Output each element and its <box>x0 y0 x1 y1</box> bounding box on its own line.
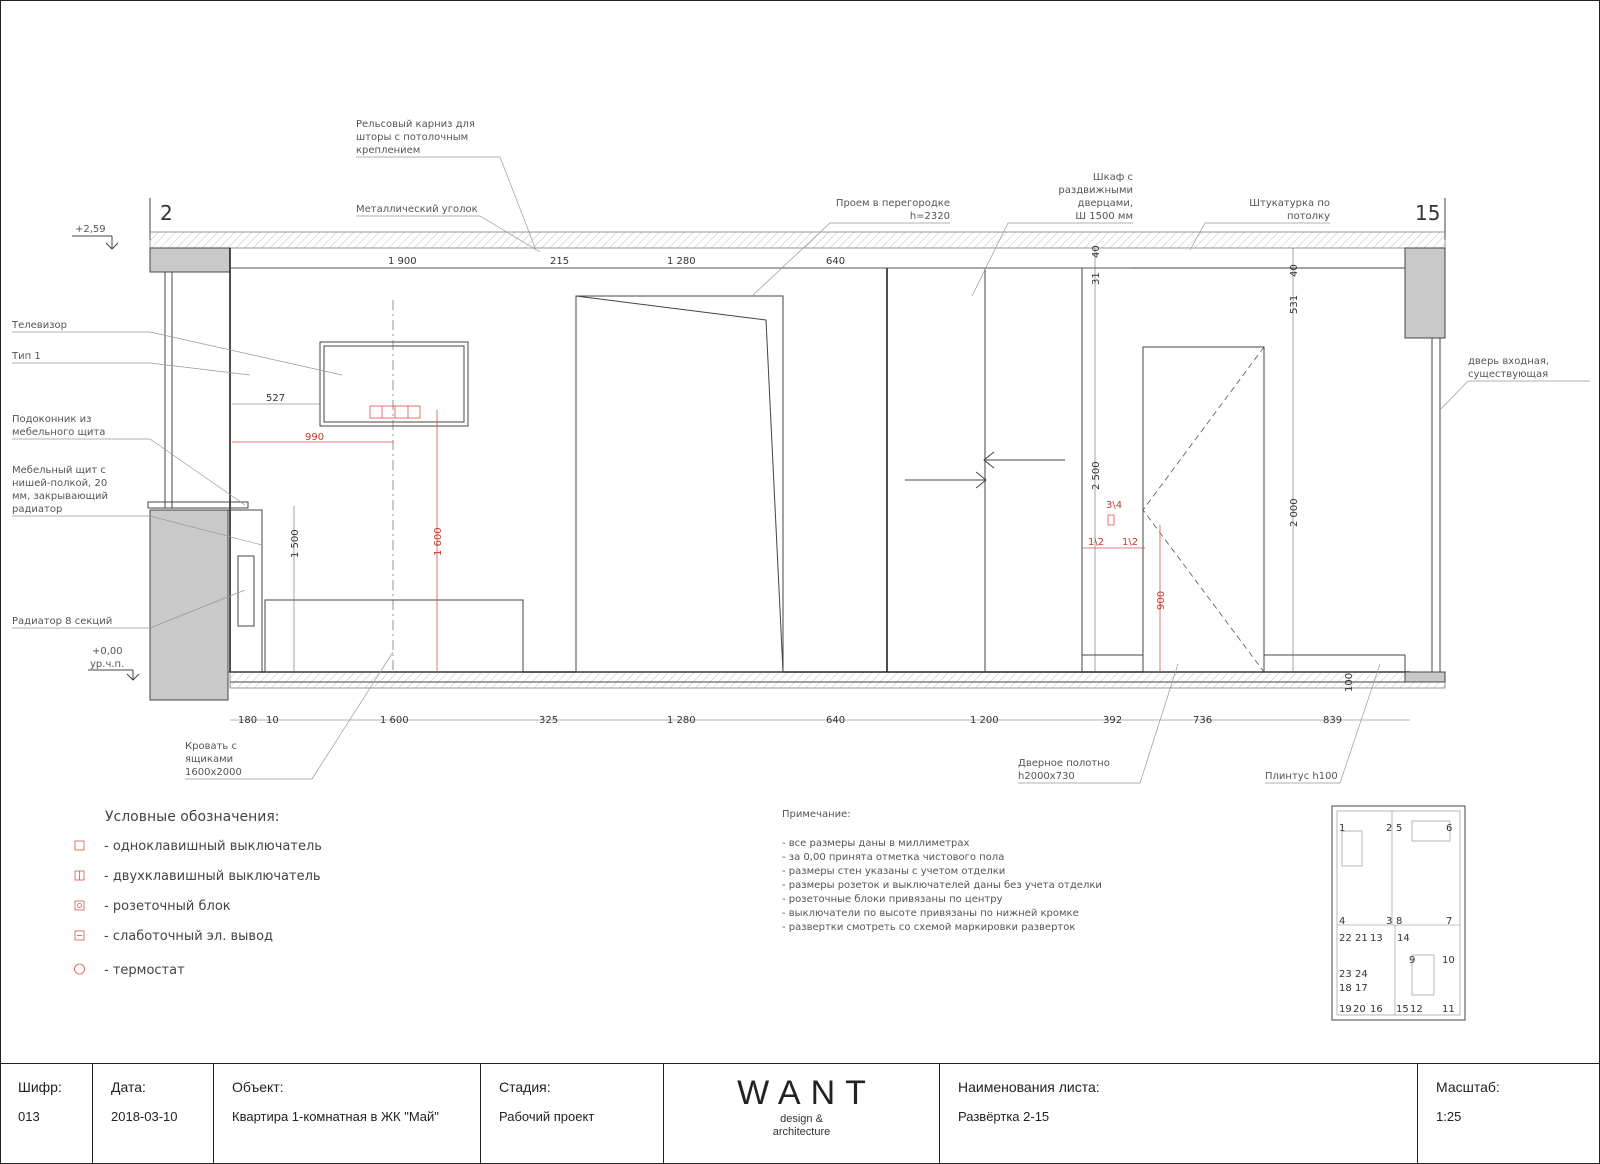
svg-text:100: 100 <box>1344 672 1355 692</box>
svg-text:1\2: 1\2 <box>1122 537 1139 548</box>
level-mark-floor <box>88 646 139 680</box>
legend-item-single-switch <box>75 839 322 854</box>
svg-text:Металлический уголок: Металлический уголок <box>356 204 478 215</box>
tv-dimension: 527 <box>266 393 286 404</box>
svg-text:5: 5 <box>1396 823 1403 834</box>
svg-text:325: 325 <box>539 715 559 726</box>
brand-sub-2: architecture <box>772 1126 831 1138</box>
svg-text:мм, закрывающий: мм, закрывающий <box>12 491 109 502</box>
svg-text:креплением: креплением <box>356 145 421 156</box>
svg-text:1\2: 1\2 <box>1088 537 1105 548</box>
svg-text:900: 900 <box>1156 590 1167 610</box>
sheet-value: Развёртка 2-15 <box>958 1109 1050 1124</box>
svg-text:- одноклавишный выключатель: - одноклавишный выключатель <box>104 839 322 854</box>
cell-code <box>0 1064 93 1164</box>
svg-text:1 280: 1 280 <box>667 256 696 267</box>
svg-text:Плинтус h100: Плинтус h100 <box>1265 771 1338 782</box>
svg-text:990: 990 <box>305 432 325 443</box>
scale-value: 1:25 <box>1436 1109 1462 1124</box>
svg-text:1 500: 1 500 <box>290 529 301 558</box>
svg-text:4: 4 <box>1339 916 1346 927</box>
bottom-dimension-chain <box>230 715 1410 726</box>
label-type1 <box>11 351 250 375</box>
svg-text:- все размеры даны в миллиметр: - все размеры даны в миллиметрах <box>782 838 970 849</box>
svg-text:Тип 1: Тип 1 <box>12 351 41 362</box>
svg-text:существующая: существующая <box>1468 369 1549 380</box>
svg-text:1 900: 1 900 <box>388 256 417 267</box>
svg-text:180: 180 <box>238 715 258 726</box>
stage-label: Стадия: <box>499 1079 551 1095</box>
brand-name: WANT <box>737 1074 876 1112</box>
svg-text:1 200: 1 200 <box>970 715 999 726</box>
date-label: Дата: <box>111 1079 146 1095</box>
legend <box>75 809 322 978</box>
svg-text:- выключатели по высоте привяз: - выключатели по высоте привязаны по нижней кромке <box>782 908 1079 919</box>
svg-text:шторы с потолочным: шторы с потолочным <box>356 132 469 143</box>
code-value: 013 <box>18 1109 40 1124</box>
svg-text:1 600: 1 600 <box>433 527 444 556</box>
svg-text:Примечание:: Примечание: <box>782 809 851 820</box>
svg-text:392: 392 <box>1103 715 1123 726</box>
svg-text:736: 736 <box>1193 715 1213 726</box>
svg-text:Ш 1500 мм: Ш 1500 мм <box>1075 211 1133 222</box>
svg-text:14: 14 <box>1397 933 1410 944</box>
svg-text:23: 23 <box>1339 969 1352 980</box>
window-sill <box>148 502 248 508</box>
object-label: Объект: <box>232 1079 284 1095</box>
svg-text:- слаботочный эл. вывод: - слаботочный эл. вывод <box>104 929 274 944</box>
radiator <box>238 556 254 626</box>
scale-label: Масштаб: <box>1436 1079 1500 1095</box>
svg-text:- за 0,00 принята отметка чист: - за 0,00 принята отметка чистового пола <box>782 852 1005 863</box>
svg-text:Телевизор: Телевизор <box>12 320 67 331</box>
tv-screen <box>324 346 464 422</box>
svg-text:- розеточный блок: - розеточный блок <box>104 899 231 914</box>
svg-text:- двухклавишный выключатель: - двухклавишный выключатель <box>104 869 321 884</box>
svg-text:20: 20 <box>1353 1004 1366 1015</box>
date-value: 2018-03-10 <box>111 1109 178 1124</box>
svg-text:- розеточные блоки привязаны п: - розеточные блоки привязаны по центру <box>782 894 1003 905</box>
svg-text:Штукатурка по: Штукатурка по <box>1249 198 1330 209</box>
svg-text:215: 215 <box>550 256 570 267</box>
skirting <box>1264 655 1405 672</box>
svg-text:10: 10 <box>1442 955 1455 966</box>
svg-text:40: 40 <box>1289 264 1300 277</box>
top-dimension-chain <box>230 256 1130 268</box>
bed <box>265 600 523 672</box>
svg-text:1 600: 1 600 <box>380 715 409 726</box>
svg-text:2: 2 <box>1386 823 1393 834</box>
label-rail <box>356 119 536 250</box>
svg-text:31: 31 <box>1091 272 1102 285</box>
right-wall-top-block <box>1405 248 1445 338</box>
svg-text:Шкаф с: Шкаф с <box>1092 172 1133 183</box>
svg-text:18: 18 <box>1339 983 1352 994</box>
door-swing <box>1143 347 1264 672</box>
switch-symbol <box>1108 515 1114 525</box>
svg-text:40: 40 <box>1091 245 1102 258</box>
svg-text:Проем в перегородке: Проем в перегородке <box>835 198 950 209</box>
svg-text:21: 21 <box>1355 933 1368 944</box>
svg-text:531: 531 <box>1289 294 1300 314</box>
svg-text:8: 8 <box>1396 916 1403 927</box>
svg-text:22: 22 <box>1339 933 1352 944</box>
svg-text:Кровать с: Кровать с <box>185 741 237 752</box>
svg-text:- размеры стен указаны с учето: - размеры стен указаны с учетом отделки <box>782 866 1006 877</box>
svg-text:3\4: 3\4 <box>1106 500 1123 511</box>
svg-text:6: 6 <box>1446 823 1453 834</box>
cell-stage <box>481 1064 664 1164</box>
code-label: Шифр: <box>18 1079 62 1095</box>
tv <box>320 342 468 426</box>
svg-text:h2000x730: h2000x730 <box>1018 771 1075 782</box>
svg-text:ящиками: ящиками <box>185 754 234 765</box>
svg-text:дверцами,: дверцами, <box>1077 198 1133 209</box>
svg-text:3: 3 <box>1386 916 1393 927</box>
door <box>1143 347 1264 672</box>
cell-date <box>93 1064 214 1164</box>
svg-text:+0,00: +0,00 <box>92 646 123 657</box>
svg-text:- развертки смотреть со схемой: - развертки смотреть со схемой маркировки разверток <box>782 922 1076 933</box>
svg-text:7: 7 <box>1446 916 1453 927</box>
svg-text:h=2320: h=2320 <box>909 211 950 222</box>
svg-text:Рельсовый карниз для: Рельсовый карниз для <box>356 119 475 130</box>
brand-sub-1: design & <box>780 1113 823 1125</box>
svg-text:9: 9 <box>1409 955 1416 966</box>
svg-text:24: 24 <box>1355 969 1368 980</box>
svg-text:1600x2000: 1600x2000 <box>185 767 242 778</box>
svg-text:13: 13 <box>1370 933 1383 944</box>
svg-text:19: 19 <box>1339 1004 1352 1015</box>
svg-text:раздвижными: раздвижными <box>1058 185 1133 196</box>
level-mark-top <box>72 224 118 249</box>
svg-text:Дверное полотно: Дверное полотно <box>1018 758 1110 769</box>
svg-text:+2,59: +2,59 <box>75 224 106 235</box>
left-wall-lower-block <box>150 510 228 700</box>
svg-text:2 500: 2 500 <box>1091 461 1102 490</box>
vertical-dimensions <box>290 245 1355 692</box>
svg-text:16: 16 <box>1370 1004 1383 1015</box>
radiator-panel <box>228 510 262 672</box>
svg-text:радиатор: радиатор <box>12 504 63 515</box>
svg-text:- размеры розеток и выключател: - размеры розеток и выключателей даны без учета отделки <box>782 880 1102 891</box>
svg-text:потолку: потолку <box>1287 211 1330 222</box>
ceiling-slab <box>150 232 1445 248</box>
legend-item-double-switch <box>75 869 321 884</box>
axis-label-left: 2 <box>160 201 173 225</box>
svg-text:нишей-полкой, 20: нишей-полкой, 20 <box>12 478 108 489</box>
sheet-label: Наименования листа: <box>958 1079 1100 1095</box>
key-plan <box>1332 806 1465 1020</box>
svg-text:12: 12 <box>1410 1004 1423 1015</box>
title-block <box>0 1063 1600 1164</box>
cell-sheet <box>940 1064 1418 1164</box>
label-tv <box>11 320 342 375</box>
legend-item-thermostat <box>75 963 186 978</box>
svg-text:дверь входная,: дверь входная, <box>1468 356 1550 367</box>
svg-text:640: 640 <box>826 715 846 726</box>
svg-text:15: 15 <box>1396 1004 1409 1015</box>
stage-value: Рабочий проект <box>499 1109 595 1124</box>
object-value: Квартира 1-комнатная в ЖК "Май" <box>232 1109 439 1124</box>
svg-text:- термостат: - термостат <box>104 963 185 978</box>
svg-text:Мебельный щит с: Мебельный щит с <box>12 465 106 476</box>
svg-text:1 280: 1 280 <box>667 715 696 726</box>
svg-text:мебельного щита: мебельного щита <box>12 427 106 438</box>
svg-text:10: 10 <box>266 715 279 726</box>
floor-slab <box>230 672 1445 688</box>
svg-text:Радиатор 8 секций: Радиатор 8 секций <box>12 616 113 627</box>
svg-text:Условные обозначения:: Условные обозначения: <box>105 809 280 825</box>
left-wall-top-block <box>150 248 230 272</box>
svg-text:ур.ч.п.: ур.ч.п. <box>90 659 125 670</box>
partition-opening <box>576 296 783 672</box>
label-entrance-door <box>1440 356 1590 410</box>
notes <box>782 809 1102 933</box>
axis-label-right: 15 <box>1415 201 1441 225</box>
svg-text:17: 17 <box>1355 983 1368 994</box>
brand-logo <box>664 1074 939 1139</box>
svg-text:839: 839 <box>1323 715 1343 726</box>
right-wall-base <box>1405 672 1445 682</box>
svg-text:1: 1 <box>1339 823 1346 834</box>
cell-object <box>214 1064 481 1164</box>
legend-item-low-current <box>75 929 273 944</box>
legend-item-outlet <box>75 899 231 914</box>
opening-door-swing <box>576 296 783 672</box>
svg-text:640: 640 <box>826 256 846 267</box>
svg-text:11: 11 <box>1442 1004 1455 1015</box>
svg-text:2 000: 2 000 <box>1289 498 1300 527</box>
cell-scale <box>1418 1064 1600 1164</box>
cell-brand <box>664 1064 940 1164</box>
svg-text:Подоконник из: Подоконник из <box>12 414 92 425</box>
red-dimensions <box>232 410 1167 672</box>
